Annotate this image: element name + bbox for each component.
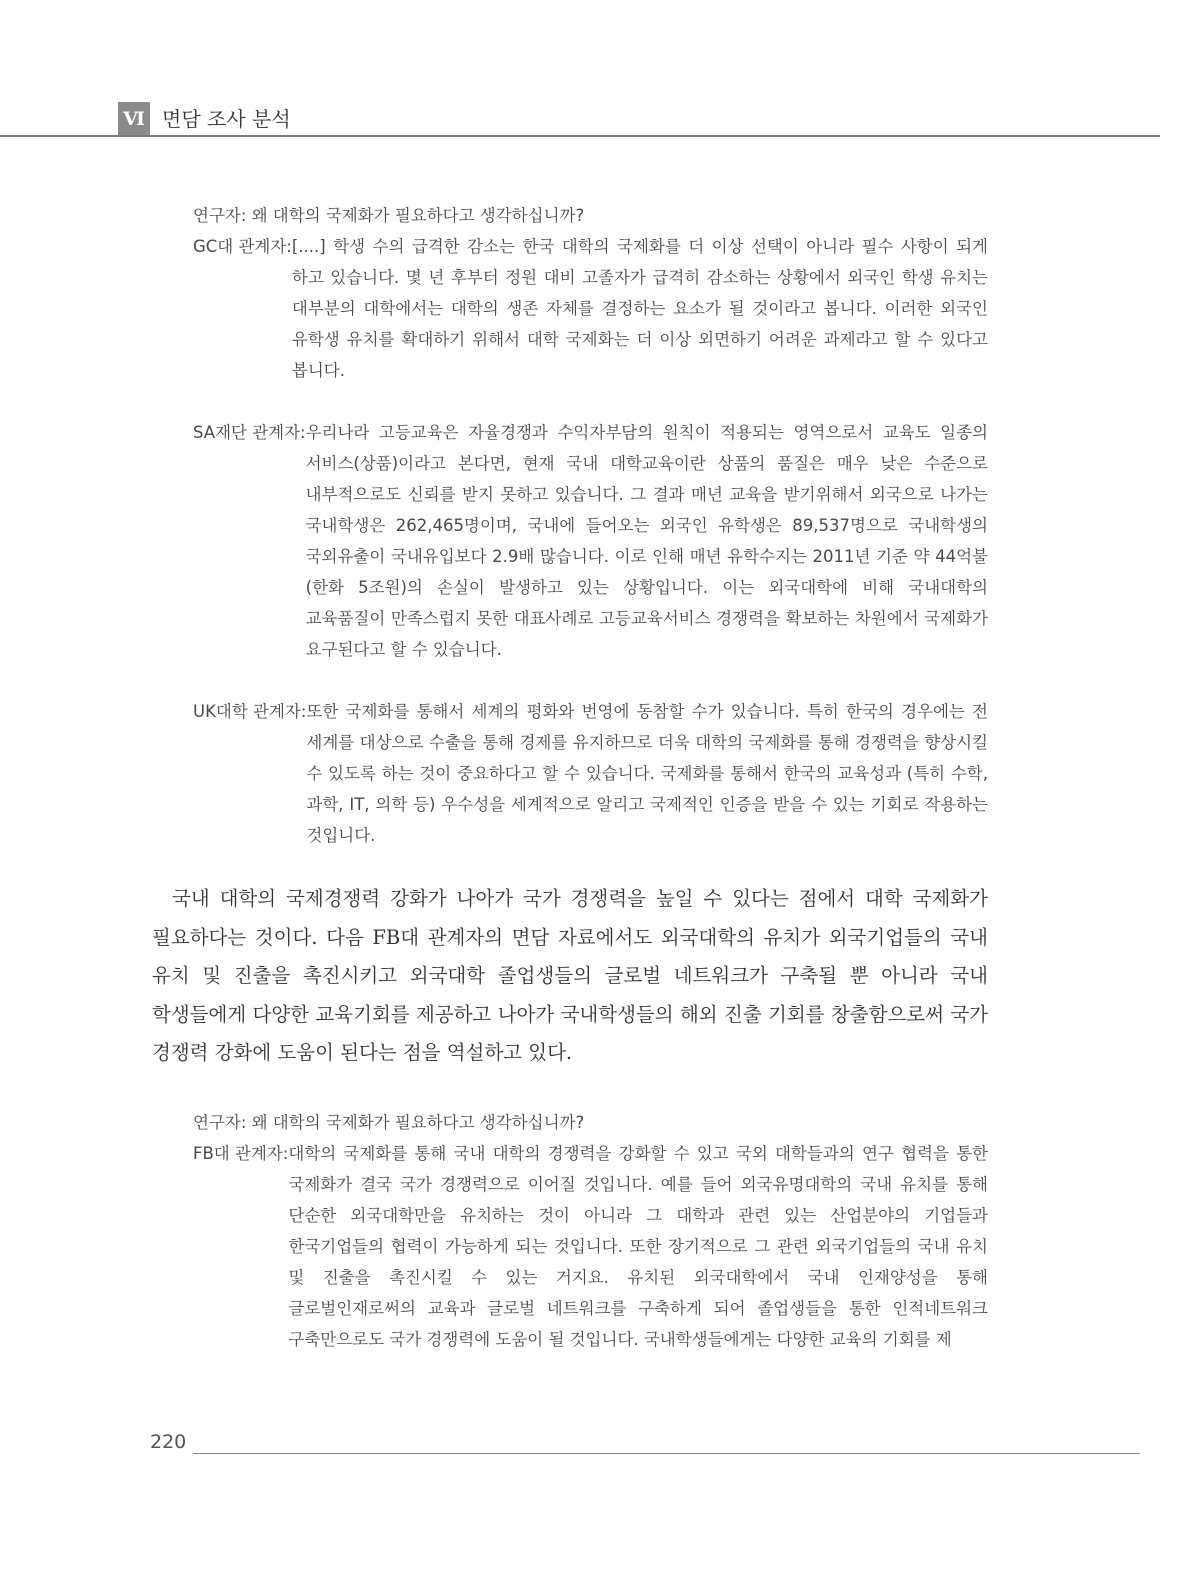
interview-excerpt-4 — [193, 1107, 988, 1355]
interview-excerpt-2 — [193, 417, 988, 665]
body-paragraph: 국내 대학의 국제경쟁력 강화가 나아가 국가 경쟁력을 높일 수 있다는 점에서 대학 국제화가 필요하다는 것이다. 다음 FB대 관계자의 면담 자료에서도 외국대학의 유치가 외국기업들의 국내 유치 및 진출을 촉진시키고 외국대학 졸업생들의 글로벌 네트워크가 구축될 뿐 아니라 국내 학생들에게 다양한 교육기회를 제공하고 나아가 국내학생들의 해외 진출 기회를 창출함으로써 국가 경쟁력 강화에 도움이 된다는 점을 역설하고 있다. — [152, 887, 988, 1064]
response-text: 또한 국제화를 통해서 세계의 평화와 번영에 동참할 수가 있습니다. 특히 한국의 경우에는 전 세계를 대상으로 수출을 통해 경제를 유지하므로 더욱 대학의 국제화를 통해 경쟁력을 향상시킬 수 있도록 하는 것이 중요하다고 할 수 있습니다. 국제화를 통해서 한국의 교육성과 (특히 수학, 과학, IT, 의학 등) 우수성을 세계적으로 알리고 국제적인 인증을 받을 수 있는 기회로 작용하는 것입니다. — [306, 702, 988, 845]
footer-rule — [193, 1453, 1140, 1454]
response-text: 우리나라 고등교육은 자율경쟁과 수익자부담의 원칙이 적용되는 영역으로서 교육도 일종의 서비스(상품)이라고 본다면, 현재 국내 대학교육이란 상품의 품질은 매우 낮은 수준으로 내부적으로도 신뢰를 받지 못하고 있습니다. 그 결과 매년 교육을 받기위해서 외국으로 나가는 국내학생은 262,465명이며, 국내에 들어오는 외국인 유학생은 89,537명으로 국내학생의 국외유출이 국내유입보다 2.9배 많습니다. 이로 인해 매년 유학수지는 2011년 기준 약 44억불(한화 5조원)의 손실이 발생하고 있는 상황입니다. 이는 외국대학에 비해 국내대학의 교육품질이 만족스럽지 못한 대표사례로 고등교육서비스 경쟁력을 확보하는 차원에서 국제화가 요구된다고 할 수 있습니다. — [305, 423, 988, 659]
response-text: [....] 학생 수의 급격한 감소는 한국 대학의 국제화를 더 이상 선택이 아니라 필수 사항이 되게 하고 있습니다. 몇 년 후부터 정원 대비 고졸자가 급격히 감소하는 상황에서 외국인 학생 유치는 대부분의 대학에서는 대학의 생존 자체를 결정하는 요소가 될 것이라고 봅니다. 이러한 외국인 유학생 유치를 확대하기 위해서 대학 국제화는 더 이상 외면하기 어려운 과제라고 할 수 있다고 봅니다. — [291, 237, 988, 380]
interview-response — [193, 1138, 988, 1355]
interview-excerpt-1 — [193, 200, 988, 386]
speaker-label: UK대학 관계자: — [193, 702, 307, 721]
speaker-label: FB대 관계자: — [193, 1144, 289, 1163]
interview-excerpt-3 — [193, 696, 988, 851]
page-number: 220 — [150, 1431, 187, 1453]
chapter-number-badge: Ⅵ — [118, 102, 150, 136]
response-text: 대학의 국제화를 통해 국내 대학의 경쟁력을 강화할 수 있고 국외 대학들과의 연구 협력을 통한 국제화가 결국 국가 경쟁력으로 이어질 것입니다. 예를 들어 외국유명대학의 국내 유치를 통해 단순한 외국대학만을 유치하는 것이 아니라 그 대학과 관련 있는 산업분야의 기업들과 한국기업들의 협력이 가능하게 되는 것입니다. 또한 장기적으로 그 관련 외국기업들의 국내 유치 및 진출을 촉진시킬 수 있는 거지요. 유치된 외국대학에서 국내 인재양성을 통해 글로벌인재로써의 교육과 글로벌 네트워크를 구축하게 되어 졸업생들을 통한 인적네트워크 구축만으로도 국가 경쟁력에 도움이 될 것입니다. 국내학생들에게는 다양한 교육의 기회를 제 — [288, 1144, 988, 1349]
speaker-label: GC대 관계자: — [193, 237, 292, 256]
speaker-label: SA재단 관계자: — [193, 423, 306, 442]
running-header — [0, 100, 1160, 138]
interview-response — [193, 417, 988, 665]
chapter-title: 면담 조사 분석 — [162, 107, 291, 131]
researcher-question: 연구자: 왜 대학의 국제화가 필요하다고 생각하십니까? — [193, 1113, 585, 1132]
researcher-question: 연구자: 왜 대학의 국제화가 필요하다고 생각하십니까? — [193, 206, 585, 225]
interview-response — [193, 696, 988, 851]
header-rule — [0, 135, 1160, 137]
interview-response — [193, 231, 988, 386]
